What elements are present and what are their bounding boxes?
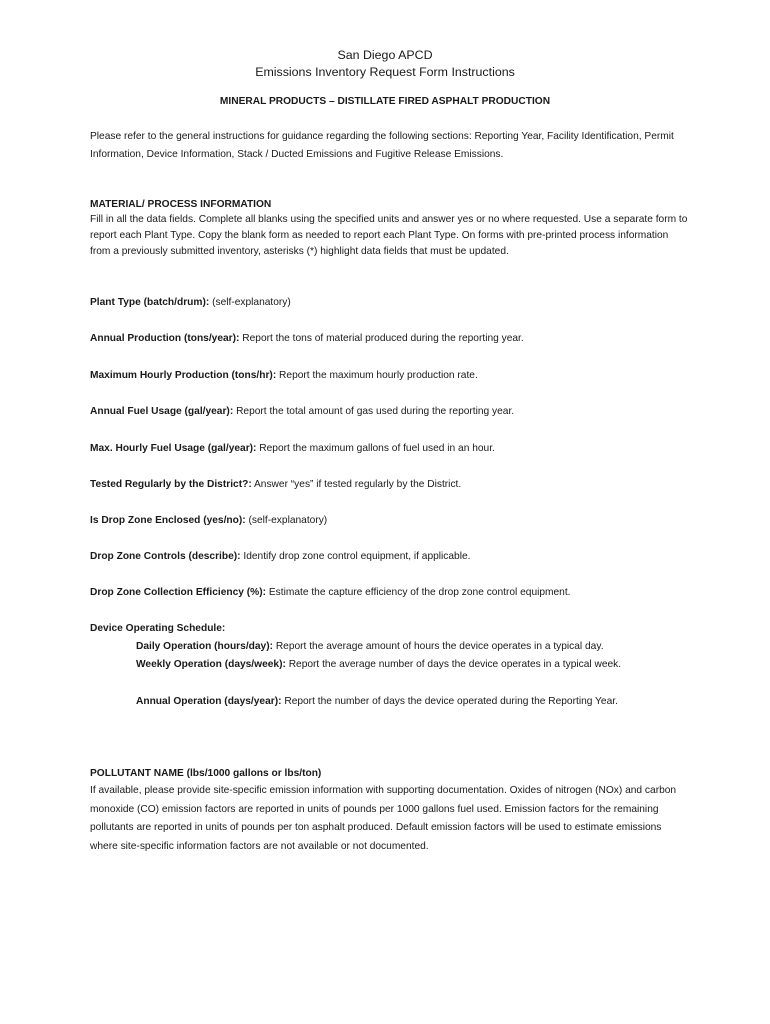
field-desc: Report the number of days the device operated during the Reporting Year. [281, 696, 618, 707]
field-annual-fuel-usage [90, 403, 690, 420]
field-plant-type [90, 294, 690, 311]
field-label: Weekly Operation (days/week): [136, 659, 286, 670]
field-drop-zone-efficiency [90, 584, 690, 601]
field-desc: Report the average amount of hours the device operates in a typical day. [272, 641, 604, 652]
schedule-daily [136, 638, 676, 656]
field-max-hourly-production [90, 367, 690, 384]
pollutant-paragraph: If available, please provide site-specific emission information with supporting documentation. Oxides of nitrogen (NOx) and carbon monoxide (CO) emission factors are reported in units of pounds per 1000 gallons fuel used. Emission factors for the remaining pollutants are reported in units of pounds per ton asphalt produced. Default emission factors will be used to estimate emissions where site-specific information factors are not available or not documented. [90, 785, 677, 852]
category-heading: MINERAL PRODUCTS – DISTILLATE FIRED ASPHALT PRODUCTION [219, 96, 551, 107]
field-tested-regularly [90, 476, 690, 493]
field-desc: Report the tons of material produced during the reporting year. [239, 333, 524, 344]
pollutant-heading: POLLUTANT NAME (lbs/1000 gallons or lbs/ton) [90, 768, 322, 779]
field-desc: Answer “yes” if tested regularly by the District. [251, 479, 462, 490]
field-desc: (self-explanatory) [209, 297, 291, 308]
field-label: Max. Hourly Fuel Usage (gal/year): [90, 443, 257, 454]
field-desc: Estimate the capture efficiency of the drop zone control equipment. [266, 587, 571, 598]
agency-name: San Diego APCD [337, 48, 433, 62]
field-label: Annual Production (tons/year): [90, 333, 240, 344]
field-desc: Report the maximum hourly production rate. [276, 370, 478, 381]
field-label: Maximum Hourly Production (tons/hr): [90, 370, 277, 381]
schedule-annual [136, 693, 676, 711]
field-label: Plant Type (batch/drum): [90, 297, 210, 308]
material-paragraph: Fill in all the data fields. Complete all blanks using the specified units and answer yes or no where requested. Use a separate form to report each Plant Type. Copy the blank form as needed to report each Plant Type. On forms with pre-printed process information from a previously submitted inventory, asterisks (*) highlight data fields that must be updated. [90, 214, 688, 258]
field-drop-zone-controls [90, 548, 690, 565]
field-label: Tested Regularly by the District?: [90, 479, 252, 490]
field-label: Daily Operation (hours/day): [136, 641, 273, 652]
field-max-hourly-fuel-usage [90, 440, 690, 457]
field-desc: Identify drop zone control equipment, if applicable. [240, 551, 471, 562]
schedule-weekly [136, 656, 676, 674]
field-desc: Report the maximum gallons of fuel used in an hour. [256, 443, 495, 454]
field-label: Annual Fuel Usage (gal/year): [90, 406, 234, 417]
field-desc: Report the total amount of gas used during the reporting year. [233, 406, 515, 417]
field-annual-production [90, 330, 690, 347]
field-label: Annual Operation (days/year): [136, 696, 282, 707]
field-label: Drop Zone Controls (describe): [90, 551, 241, 562]
material-heading: MATERIAL/ PROCESS INFORMATION [90, 199, 272, 210]
field-desc: (self-explanatory) [245, 515, 328, 526]
document-title: Emissions Inventory Request Form Instructions [255, 65, 515, 79]
schedule-heading: Device Operating Schedule: [90, 623, 226, 634]
field-label: Drop Zone Collection Efficiency (%): [90, 587, 267, 598]
field-drop-zone-enclosed [90, 512, 690, 529]
intro-paragraph: Please refer to the general instructions for guidance regarding the following sections: Reporting Year, Facility Identification, Permit Information, Device Information, Stack / Ducted Emissions and Fugitive Release Emissions. [90, 131, 674, 160]
field-desc: Report the average number of days the device operates in a typical week. [285, 659, 622, 670]
field-label: Is Drop Zone Enclosed (yes/no): [90, 515, 246, 526]
